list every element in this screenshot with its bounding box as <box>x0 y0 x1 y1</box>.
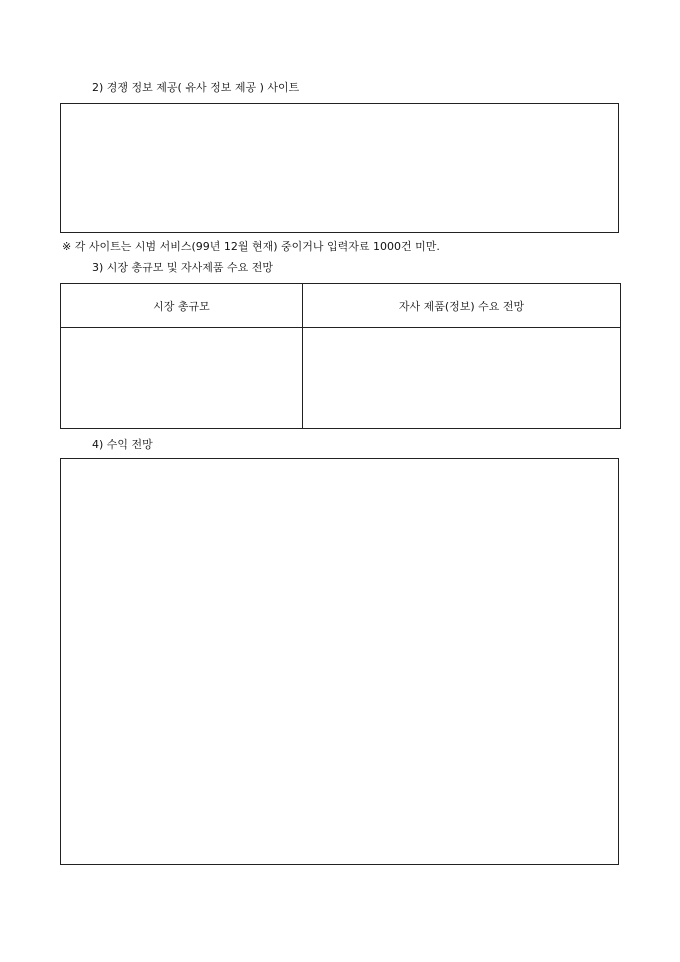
market-outlook-table <box>60 283 621 429</box>
market-outlook-heading: 3) 시장 총규모 및 자사제품 수요 전망 <box>92 261 274 274</box>
cell-market-size <box>61 328 303 429</box>
competitor-sites-box <box>60 103 619 233</box>
header-market-size: 시장 총규모 <box>61 284 303 328</box>
revenue-outlook-heading: 4) 수익 전망 <box>92 438 153 451</box>
header-demand-outlook: 자사 제품(정보) 수요 전망 <box>303 284 621 328</box>
table-header-row <box>61 284 621 328</box>
competitor-sites-heading: 2) 경쟁 정보 제공( 유사 정보 제공 ) 사이트 <box>92 81 300 94</box>
revenue-outlook-box <box>60 458 619 865</box>
footnote: ※ 각 사이트는 시범 서비스(99년 12월 현재) 중이거나 입력자료 1000건 미만. <box>62 240 440 253</box>
table-row <box>61 328 621 429</box>
cell-demand-outlook <box>303 328 621 429</box>
